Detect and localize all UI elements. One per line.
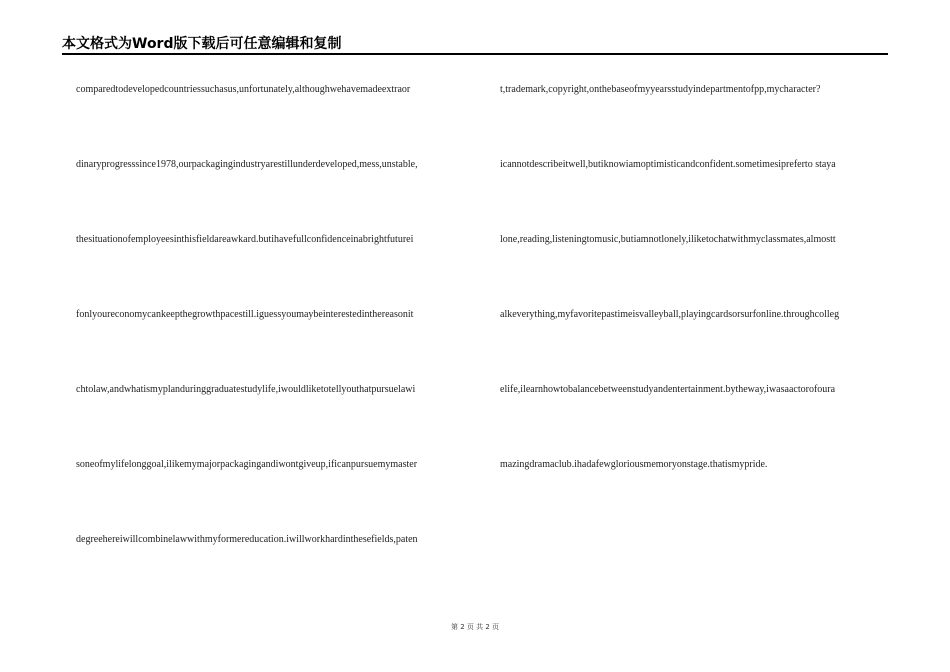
- right-text-line: lone,reading,listeningtomusic,butiamnotlonely,iliketochatwithmyclassmates,almostt: [500, 234, 836, 245]
- left-text-line: fonlyoureconomycankeepthegrowthpacestill.iguessyoumaybeinterestedinthereasonit: [76, 309, 414, 320]
- page-header: [62, 35, 888, 55]
- header-divider: [62, 53, 888, 55]
- left-text-line: chtolaw,andwhatismyplanduringgraduatestudylife,iwouldliketotellyouthatpursuelawi: [76, 384, 416, 395]
- header-title: 本文格式为Word版下载后可任意编辑和复制: [62, 36, 342, 52]
- right-text-line: icannotdescribeitwell,butiknowiamoptimisticandconfident.sometimesipreferto staya: [500, 159, 836, 170]
- left-text-line: degreehereiwillcombinelawwithmyformereducation.iwillworkhardinthesefields,paten: [76, 534, 418, 545]
- right-text-column: [500, 84, 888, 534]
- left-text-line: thesituationofemployeesinthisfieldareawkard.butihavefullconfidenceinabrightfuturei: [76, 234, 414, 245]
- left-text-line: soneofmylifelonggoal,ilikemymajorpackagingandiwontgiveup,ificanpursuemymaster: [76, 459, 418, 470]
- left-text-column: [76, 84, 469, 609]
- left-text-line: comparedtodevelopedcountriessuchasus,unfortunately,althoughwehavemadeextraor: [76, 84, 411, 95]
- right-text-line: elife,ilearnhowtobalancebetweenstudyandentertainment.bytheway,iwasaactorofoura: [500, 384, 836, 395]
- right-text-line: mazingdramaclub.ihadafewgloriousmemoryonstage.thatismypride.: [500, 459, 768, 470]
- right-text-line: t,trademark,copyright,onthebaseofmyyearsstudyindepartmentofpp,mycharacter?: [500, 84, 821, 95]
- right-text-line: alkeverything,myfavoritepastimeisvalleyball,playingcardsorsurfonline.throughcolleg: [500, 309, 840, 320]
- left-text-line: dinaryprogresssince1978,ourpackagingindustryarestillunderdeveloped,mess,unstable,: [76, 159, 418, 170]
- page-number-footer: 第 2 页 共 2 页: [450, 623, 500, 631]
